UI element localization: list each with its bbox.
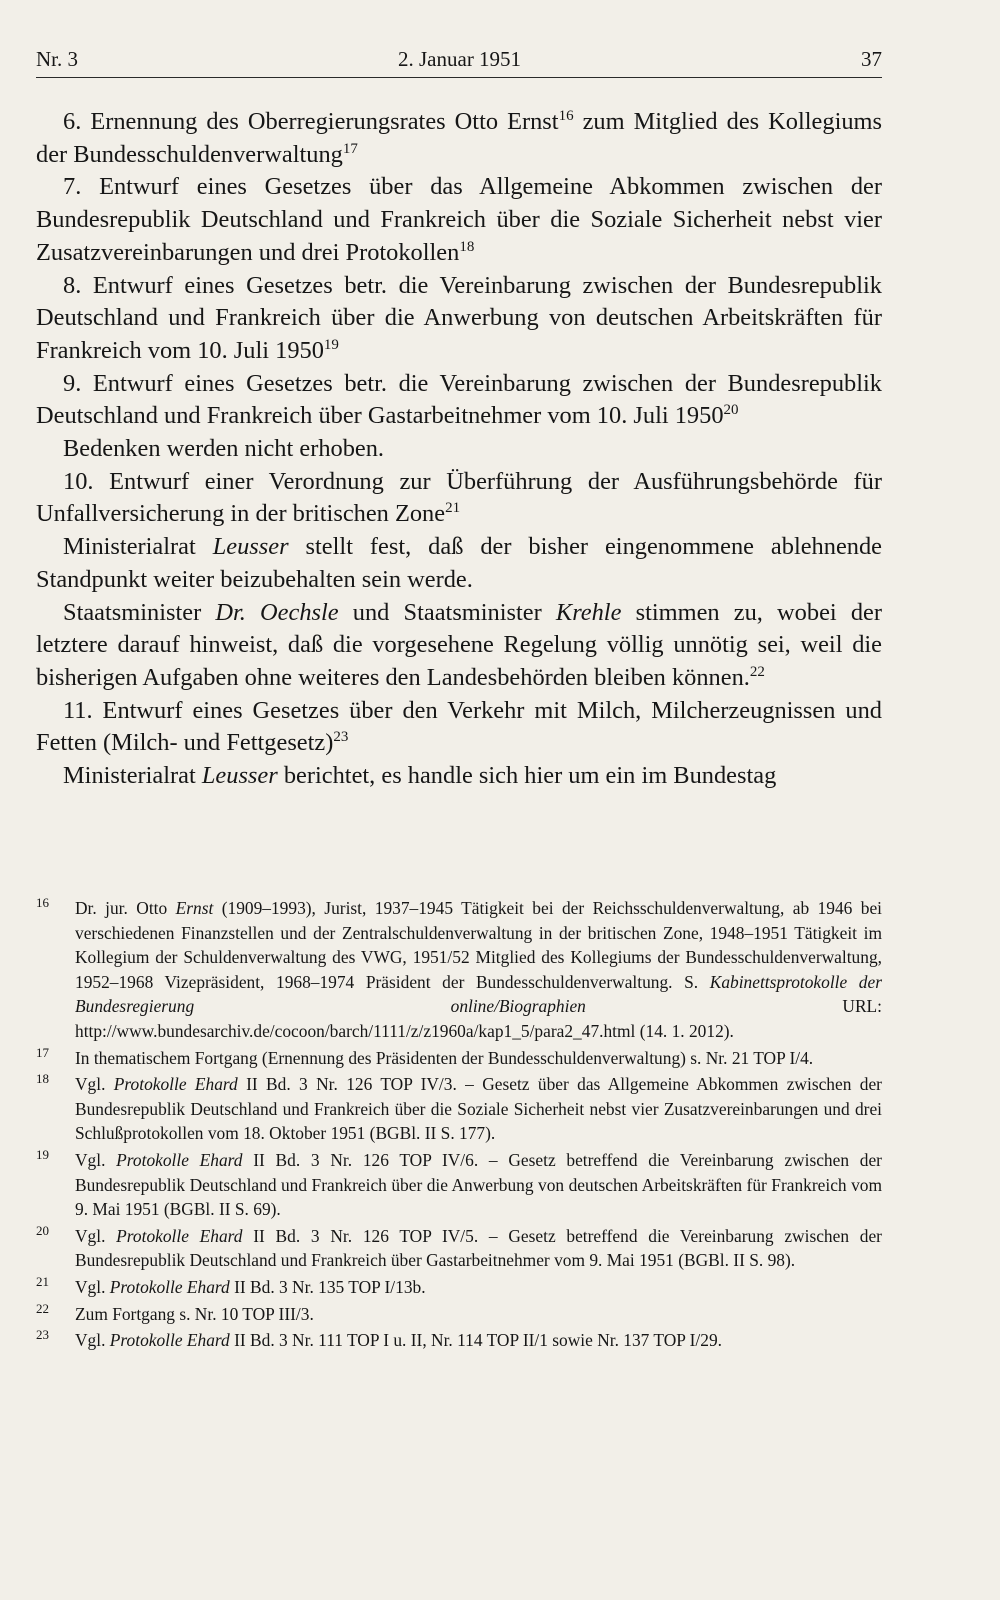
header-page-number: 37 <box>861 47 882 71</box>
footnote-text <box>75 1328 882 1353</box>
person-name: Krehle <box>555 598 622 626</box>
footnote-text <box>75 1302 882 1327</box>
footnote-text-part: Zum Fortgang s. Nr. 10 TOP III/3. <box>75 1303 314 1324</box>
footnote-text-part: Vgl. <box>75 1074 114 1095</box>
agenda-item-10 <box>36 466 882 531</box>
header-date: 2. Januar 1951 <box>398 47 522 71</box>
agenda-item-text: 6. Ernennung des Oberregierungsrates Otto Ernst <box>63 108 559 135</box>
statement-oechsle-krehle <box>36 597 882 695</box>
footnote-text-part: Vgl. <box>75 1149 117 1170</box>
person-name: Dr. Oechsle <box>215 598 339 626</box>
paragraph-text: berichtet, es handle sich hier um ein im Bundestag <box>277 762 777 790</box>
footnote-number: 16 <box>36 895 49 910</box>
agenda-item-text: 11. Entwurf eines Gesetzes über den Verkehr mit Milch, Milcherzeugnissen und Fetten (Milch- und Fettgesetz) <box>36 696 882 757</box>
running-header <box>36 44 882 74</box>
source-title: Protokolle Ehard <box>116 1225 243 1246</box>
footnote-16 <box>36 896 882 1044</box>
source-title: Kabinettsprotokolle der Bundesregierung online/Biographien <box>75 971 882 1017</box>
footnote-text-part: II Bd. 3 Nr. 126 TOP IV/3. – Gesetz über das Allgemeine Abkommen zwischen der Bundesrepublik Deutschland und Frankreich über die Soziale Sicherheit nebst vier Zusatzvereinbarungen und drei Schlußprotokollen vom 18. Oktober 1951 (BGBl. II S. 177). <box>75 1074 882 1144</box>
paragraph-text: Staatsminister <box>63 598 216 626</box>
paragraph-text: Ministerialrat <box>63 762 202 790</box>
footnote-text-part: (1909–1993), Jurist, 1937–1945 Tätigkeit bei der Reichsschuldenverwaltung, ab 1946 bei verschiedenen Finanzstellen und der Zentralschuldenverwaltung in der britischen Zone, 1948–1951 Tätigkeit im Kollegium der Schuldenverwaltung des VWG, 1951/52 Mitglied des Kollegiums der Bundesschuldenverwaltung, 1952–1968 Vizepräsident, 1968–1974 Präsident der Bundesschuldenverwaltung. S. <box>75 898 882 992</box>
paragraph-text: und Staatsminister <box>338 598 556 626</box>
paragraph-text: stellt fest, daß der bisher eingenommene ablehnende Standpunkt weiter beizubehalten sein werde. <box>36 533 882 593</box>
footnote-ref: 23 <box>333 729 349 746</box>
source-title: Protokolle Ehard <box>113 1074 238 1095</box>
footnote-text-part: II Bd. 3 Nr. 126 TOP IV/6. – Gesetz betreffend die Vereinbarung zwischen der Bundesrepublik Deutschland und Frankreich über die Anwerbung von deutschen Arbeitskräften für Frankreich vom 9. Mai 1951 (BGBl. II S. 69). <box>75 1149 882 1220</box>
footnote-18 <box>36 1072 882 1146</box>
paragraph-text: Ministerialrat <box>63 533 213 561</box>
footnote-text-part: Vgl. <box>75 1276 110 1297</box>
footnote-text <box>75 1148 882 1222</box>
footnote-ref: 16 <box>558 108 574 124</box>
footnotes <box>36 896 882 1355</box>
paragraph-text: Bedenken werden nicht erhoben. <box>63 435 385 463</box>
header-issue-number: Nr. 3 <box>36 47 78 71</box>
footnote-number: 22 <box>36 1300 49 1316</box>
statement-leusser-1 <box>36 531 882 596</box>
agenda-item-text: zum Mitglied des Kollegiums der Bundesschuldenverwaltung <box>36 108 883 168</box>
footnote-ref: 17 <box>342 140 358 157</box>
footnote-text <box>75 1275 882 1300</box>
footnote-number: 19 <box>36 1146 49 1162</box>
agenda-item-7 <box>36 171 882 269</box>
footnote-ref: 18 <box>459 238 475 255</box>
person-name: Ernst <box>175 898 214 918</box>
footnote-text <box>75 1224 882 1273</box>
footnote-text-part: Vgl. <box>75 1330 110 1351</box>
person-name: Leusser <box>201 762 278 790</box>
footnote-21 <box>36 1275 882 1300</box>
footnote-22 <box>36 1302 882 1327</box>
footnote-23 <box>36 1328 882 1353</box>
agenda-item-8 <box>36 270 882 368</box>
agenda-item-text: 8. Entwurf eines Gesetzes betr. die Vereinbarung zwischen der Bundesrepublik Deutschland und Frankreich über die Anwerbung von deutschen Arbeitskräften für Frankreich vom 10. Juli 1950 <box>36 271 882 364</box>
footnote-text-part: URL: http://www.bundesarchiv.de/cocoon/barch/1111/z/z1960a/kap1_5/para2_47.html (14. 1. 2012). <box>75 996 882 1041</box>
source-title: Protokolle Ehard <box>109 1330 230 1351</box>
footnote-number: 20 <box>36 1222 49 1238</box>
footnote-text-part: Vgl. <box>75 1225 117 1246</box>
footnote-text-part: II Bd. 3 Nr. 126 TOP IV/5. – Gesetz betreffend die Vereinbarung zwischen der Bundesrepublik Deutschland und Frankreich über Gastarbeitnehmer vom 9. Mai 1951 (BGBl. II S. 98). <box>75 1225 882 1271</box>
source-title: Protokolle Ehard <box>116 1149 243 1170</box>
footnote-text <box>75 1046 882 1071</box>
footnote-number: 17 <box>36 1044 49 1060</box>
footnote-19 <box>36 1148 882 1222</box>
footnote-ref: 20 <box>723 402 739 419</box>
statement-leusser-2 <box>36 760 882 793</box>
footnote-20 <box>36 1224 882 1273</box>
agenda-item-text: 7. Entwurf eines Gesetzes über das Allgemeine Abkommen zwischen der Bundesrepublik Deutschland und Frankreich über die Soziale Sicherheit nebst vier Zusatzvereinbarungen und drei Protokollen <box>36 173 882 266</box>
footnote-ref: 19 <box>323 336 339 353</box>
agenda-item-9 <box>36 368 882 433</box>
agenda-item-6 <box>36 106 882 171</box>
footnote-text <box>75 896 882 1044</box>
footnote-ref: 21 <box>445 500 461 517</box>
agenda-item-text: 9. Entwurf eines Gesetzes betr. die Vereinbarung zwischen der Bundesrepublik Deutschland und Frankreich über Gastarbeitnehmer vom 10. Juli 1950 <box>36 369 882 430</box>
header-rule <box>36 77 882 78</box>
resolution-text <box>36 433 882 466</box>
agenda-item-11 <box>36 695 882 760</box>
footnote-number: 21 <box>36 1273 49 1289</box>
main-text <box>36 106 882 793</box>
source-title: Protokolle Ehard <box>109 1276 230 1297</box>
footnote-text-part: Dr. jur. Otto <box>75 898 176 918</box>
footnote-text <box>75 1072 882 1146</box>
footnote-17 <box>36 1046 882 1071</box>
person-name: Leusser <box>212 533 289 561</box>
footnote-ref: 22 <box>749 663 765 680</box>
footnote-text-part: In thematischem Fortgang (Ernennung des Präsidenten der Bundesschuldenverwaltung) s. Nr. 21 TOP I/4. <box>75 1047 814 1068</box>
footnote-text-part: II Bd. 3 Nr. 111 TOP I u. II, Nr. 114 TOP II/1 sowie Nr. 137 TOP I/29. <box>229 1330 723 1351</box>
paragraph-text: stimmen zu, wobei der letztere darauf hinweist, daß die vorgesehene Regelung völlig unnötig sei, weil die bisherigen Aufgaben ohne weiteres den Landesbehörden bleiben können. <box>36 598 882 691</box>
footnote-number: 18 <box>36 1071 49 1087</box>
footnote-number: 23 <box>36 1327 49 1343</box>
footnote-text-part: II Bd. 3 Nr. 135 TOP I/13b. <box>229 1276 426 1297</box>
agenda-item-text: 10. Entwurf einer Verordnung zur Überführung der Ausführungsbehörde für Unfallversicherung in der britischen Zone <box>36 467 882 528</box>
